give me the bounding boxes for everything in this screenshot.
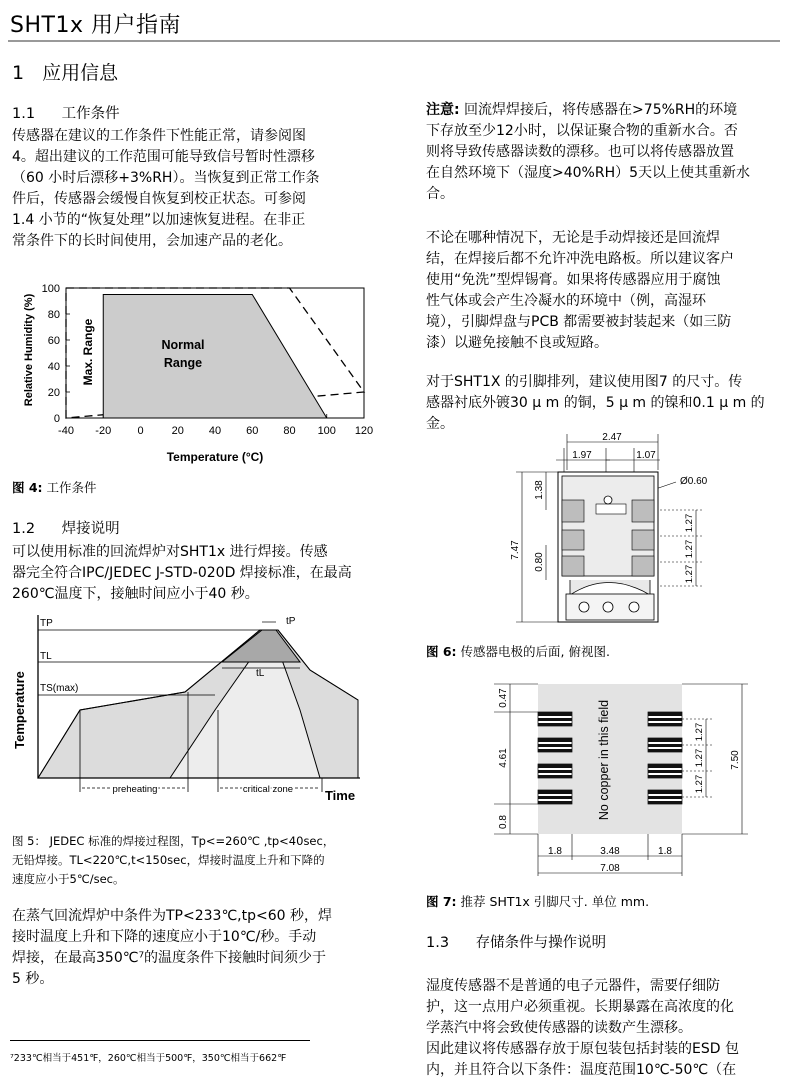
- electrode-pad: [562, 500, 584, 522]
- reflow-x-axis-label: Time: [324, 788, 356, 803]
- text-line: （60 小时后漂移+3%RH）。当恢复到正常工作条: [12, 170, 320, 186]
- time-above-liquidus-area: [222, 630, 300, 662]
- section-1-number: 1: [12, 62, 25, 84]
- section-1-1-number: 1.1: [12, 106, 36, 122]
- figure-7-label: 图 7:: [426, 894, 457, 909]
- dim-3-48: 3.48: [600, 846, 620, 857]
- text-line: 4。超出建议的工作范围可能导致信号暂时性漂移: [12, 149, 315, 165]
- text-line: 金。: [426, 416, 454, 432]
- reflow-note-paragraph: [426, 100, 786, 205]
- dim-1-8: 1.8: [658, 846, 672, 857]
- note-label: 注意:: [426, 102, 460, 118]
- dim-1-07: 1.07: [636, 450, 656, 461]
- text-line: 260℃温度下，接触时间应小于40 秒。: [12, 586, 259, 602]
- tp-label: TP: [40, 618, 53, 629]
- text-line: 学蒸汽中将会致使传感器的读数产生漂移。: [426, 1020, 692, 1036]
- section-1-1-body: [12, 126, 392, 252]
- chart-x-tick-label: 120: [354, 425, 374, 437]
- text-line: 在自然环境下（湿度>40%RH）5天以上使其重新水: [426, 165, 751, 181]
- text-line: 性气体或会产生冷凝水的环境中（例，高湿环: [426, 293, 706, 309]
- electrode-pad: [632, 500, 654, 522]
- chart-x-axis-label: Temperature (°C): [166, 450, 264, 464]
- chart-x-tick-label: 100: [317, 425, 336, 437]
- header-rule: [8, 40, 780, 42]
- dim-1-38: 1.38: [534, 480, 545, 500]
- text-line: 结，在焊接后都不允许冲洗电路板。所以建议客户: [426, 251, 734, 267]
- dim-hole-0-60: Ø0.60: [680, 476, 708, 487]
- dim-4-61: 4.61: [498, 748, 509, 768]
- text-line: 合。: [426, 186, 454, 202]
- electrode-pad: [562, 556, 584, 576]
- footnote-rule: [10, 1040, 310, 1041]
- section-1-2-title: 焊接说明: [61, 521, 120, 537]
- figure-4-label: 图 4:: [12, 480, 43, 495]
- dim-7-47: 7.47: [510, 540, 521, 560]
- chart-x-tick-label: -20: [95, 425, 112, 437]
- figure-4-text: 工作条件: [42, 480, 97, 495]
- electrode-pad: [632, 556, 654, 576]
- text-line: 件后，传感器会缓慢自恢复到校正状态。可参阅: [12, 191, 306, 207]
- text-line: 漆）以避免接触不良或短路。: [426, 335, 608, 351]
- text-line: 常条件下的长时间使用，会加速产品的老化。: [12, 233, 292, 249]
- figure-5-caption: [12, 832, 392, 889]
- pinout-paragraph: [426, 372, 786, 435]
- text-line: 焊接，在最高350℃⁷的温度条件下接触时间须少于: [12, 950, 327, 966]
- chart-y-tick-label: 80: [47, 309, 60, 321]
- ts-label: TS(max): [40, 683, 79, 694]
- footnote: ⁷233℃相当于451℉，260℃相当于500℉，350℃相当于662℉: [10, 1053, 287, 1064]
- text-line: 则将导致传感器读数的漂移。也可以将传感器放置: [426, 144, 734, 160]
- document-title: SHT1x 用户指南: [10, 13, 181, 38]
- max-range-label: Max. Range: [81, 318, 95, 386]
- dim-pitch-1-27: 1.27: [694, 774, 705, 794]
- dim-pitch-1-27: 1.27: [684, 513, 695, 533]
- text-line: 接时温度上升和下降的速度应小于10℃/秒。手动: [12, 929, 317, 945]
- text-line: 因此建议将传感器存放于原包装包括封装的ESD 包: [426, 1041, 739, 1057]
- chart-y-tick-label: 100: [41, 283, 60, 295]
- section-1-3-heading: [426, 931, 606, 952]
- text-line: 器完全符合IPC/JEDEC J-STD-020D 焊接标准，在最高: [12, 565, 352, 581]
- text-line: 使用“免洗”型焊锡膏。如果将传感器应用于腐蚀: [426, 272, 721, 288]
- text-line: 5 秒。: [12, 971, 54, 987]
- chart-x-tick-label: 0: [137, 425, 144, 437]
- dim-1-8: 1.8: [548, 846, 562, 857]
- section-1-title: 应用信息: [42, 62, 119, 84]
- section-1-2-number: 1.2: [12, 521, 36, 537]
- text-line: 传感器在建议的工作条件下性能正常，请参阅图: [12, 128, 306, 144]
- dim-1-97: 1.97: [572, 450, 592, 461]
- text-line: 湿度传感器不是普通的电子元器件，需要仔细防: [426, 978, 720, 994]
- dim-pitch-1-27: 1.27: [684, 539, 695, 559]
- electrode-backside-diagram: [500, 430, 730, 630]
- section-1-3-number: 1.3: [426, 935, 450, 951]
- reflow-y-axis-label: Temperature: [12, 671, 27, 749]
- dim-7-50: 7.50: [730, 750, 741, 770]
- section-1-2-body: [12, 542, 392, 605]
- section-1-1-heading: [12, 102, 120, 123]
- text-line: 可以使用标准的回流焊炉对SHT1x 进行焊接。传感: [12, 544, 328, 560]
- chart-x-tick-label: 80: [283, 425, 296, 437]
- electrode-pad: [632, 530, 654, 550]
- section-1-1-title: 工作条件: [61, 106, 120, 122]
- working-conditions-chart: [10, 280, 380, 470]
- dim-7-08: 7.08: [600, 863, 620, 874]
- chart-y-axis-label: Relative Humidity (%): [23, 293, 35, 407]
- text-line: 境），引脚焊盘与PCB 都需要被封装起来（如三防: [426, 314, 732, 330]
- electrode-pad: [562, 530, 584, 550]
- chart-x-tick-label: 60: [246, 425, 259, 437]
- cleaning-paragraph: [426, 228, 786, 354]
- figure-7-caption: [426, 892, 649, 912]
- recommended-footprint-diagram: [480, 676, 760, 882]
- figure-6-caption: [426, 642, 610, 662]
- preheating-label: preheating: [112, 784, 158, 795]
- text-line: 对于SHT1X 的引脚排列，建议使用图7 的尺寸。传: [426, 374, 743, 390]
- text-line: 感器衬底外镀30 μ m 的铜，5 μ m 的镍和0.1 μ m 的: [426, 395, 765, 411]
- section-1-heading: [12, 58, 118, 85]
- caption-line: 无铅焊接。TL<220℃,t<150sec，焊接时温度上升和下降的: [12, 853, 325, 867]
- normal-range-area: [103, 295, 327, 419]
- reflow-profile-diagram: [10, 610, 370, 810]
- mounting-hole: [604, 496, 612, 504]
- text-line: 1.4 小节的“恢复处理”以加速恢复进程。在非正: [12, 212, 306, 228]
- dim-2-47: 2.47: [602, 432, 622, 443]
- text-line: 内，并且符合以下条件：温度范围10℃-50℃（在: [426, 1062, 737, 1078]
- dim-0-47: 0.47: [498, 688, 509, 708]
- text-line: 下存放至少12小时，以保证聚合物的重新水合。否: [426, 123, 738, 139]
- text-line: 回流焊焊接后，将传感器在>75%RH的环境: [459, 102, 738, 118]
- chart-y-tick-label: 40: [47, 361, 60, 373]
- figure-6-label: 图 6:: [426, 644, 457, 659]
- section-1-3-title: 存储条件与操作说明: [475, 935, 607, 951]
- tl-label: TL: [40, 651, 52, 662]
- section-1-2-heading: [12, 517, 120, 538]
- normal-range-label: Range: [163, 356, 203, 370]
- chart-x-tick-label: 40: [208, 425, 222, 437]
- dim-pitch-1-27: 1.27: [684, 564, 695, 584]
- chart-x-tick-label: 20: [171, 425, 184, 437]
- section-1-3-body: [426, 976, 786, 1081]
- text-line: 在蒸气回流焊炉中条件为TP<233℃,tp<60 秒，焊: [12, 908, 332, 924]
- dim-0-80: 0.80: [534, 552, 545, 572]
- normal-range-label: Normal: [161, 338, 205, 352]
- dim-0-8: 0.8: [498, 815, 509, 829]
- caption-line: 速度应小于5℃/sec。: [12, 872, 125, 886]
- figure-7-text: 推荐 SHT1x 引脚尺寸. 单位 mm.: [456, 894, 650, 909]
- chart-x-tick-label: -40: [58, 425, 74, 437]
- chart-y-tick-label: 60: [47, 335, 60, 347]
- dim-pitch-1-27: 1.27: [694, 748, 705, 768]
- figure-6-text: 传感器电极的后面, 俯视图.: [456, 644, 610, 659]
- text-line: 护，这一点用户必须重视。长期暴露在高浓度的化: [426, 999, 734, 1015]
- vapor-phase-paragraph: [12, 906, 392, 990]
- chart-y-tick-label: 20: [47, 387, 60, 399]
- caption-line: 图 5： JEDEC 标准的焊接过程图，Tp<=260℃ ,tp<40sec，: [12, 834, 335, 848]
- chart-y-tick-label: 0: [53, 413, 60, 425]
- figure-4-caption: [12, 478, 97, 498]
- text-line: 不论在哪种情况下，无论是手动焊接还是回流焊: [426, 230, 720, 246]
- tl-time-label: tL: [256, 668, 265, 679]
- dim-pitch-1-27: 1.27: [694, 722, 705, 742]
- tp-time-label: tP: [286, 616, 296, 627]
- critical-zone-label: critical zone: [242, 784, 294, 795]
- no-copper-label: No copper in this field: [597, 699, 611, 821]
